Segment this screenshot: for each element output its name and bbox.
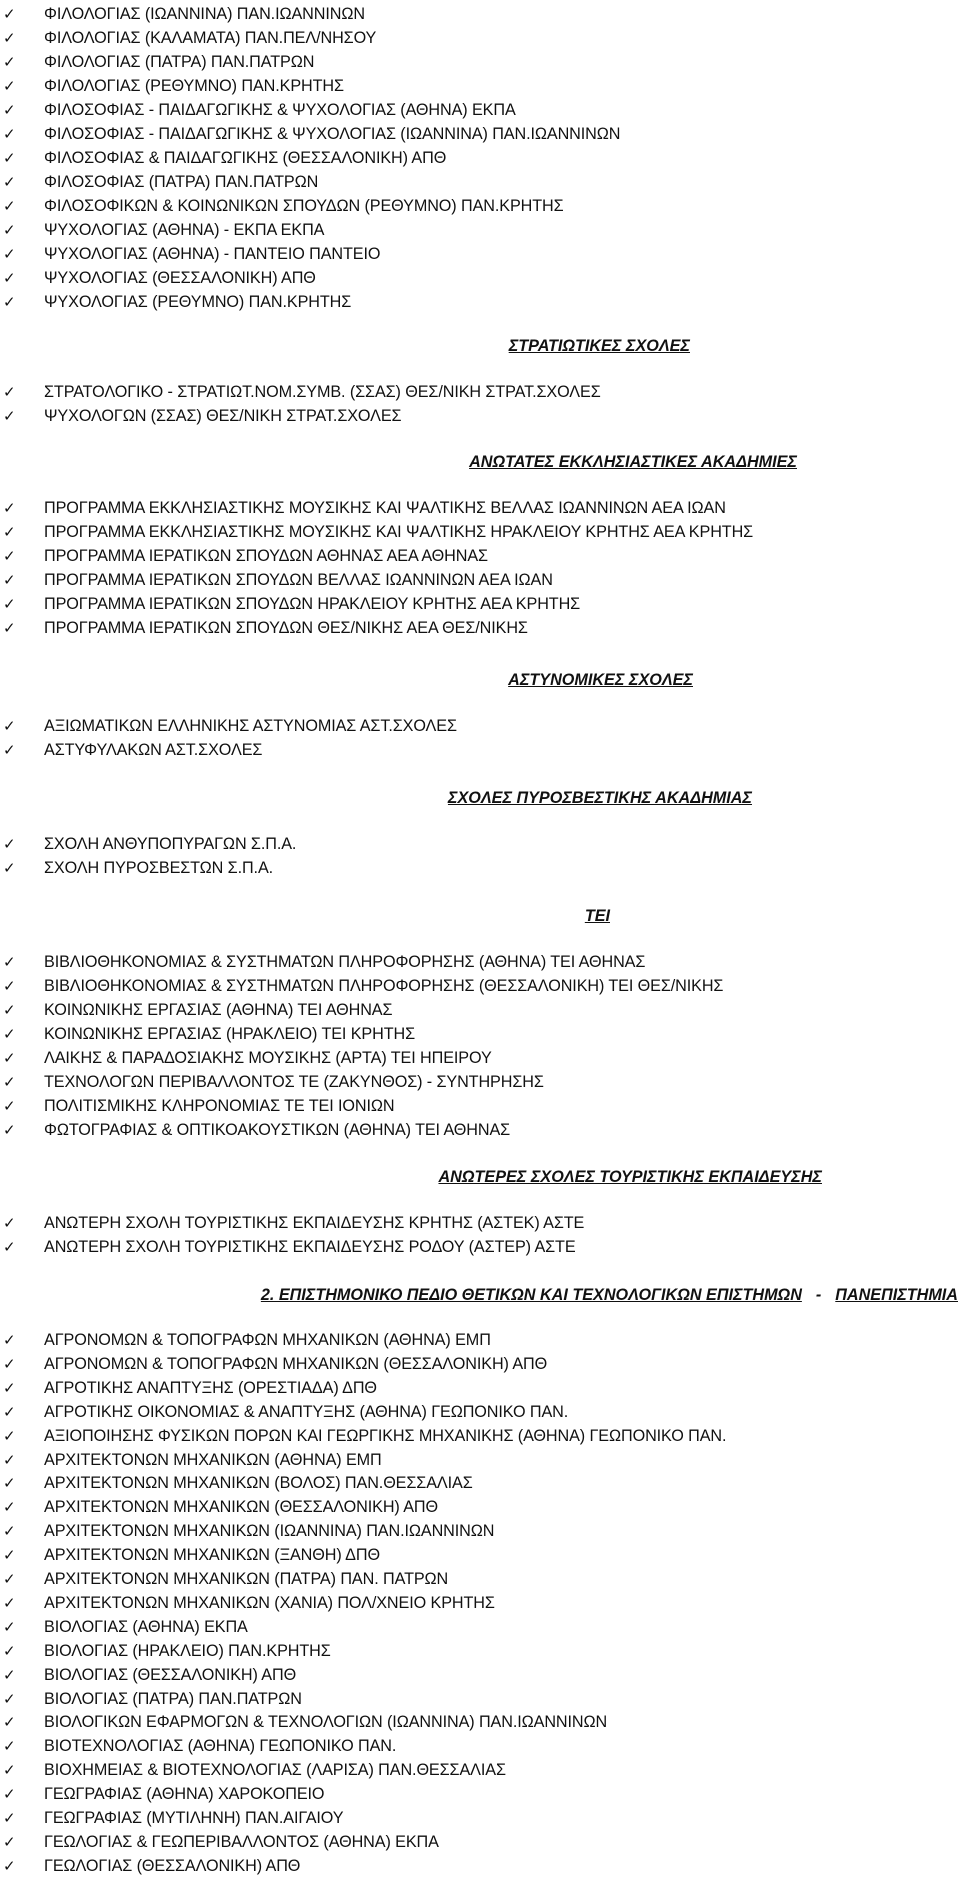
list-item-text: ΑΡΧΙΤΕΚΤΟΝΩΝ ΜΗΧΑΝΙΚΩΝ (ΠΑΤΡΑ) ΠΑΝ. ΠΑΤΡΩΝ: [44, 1570, 449, 1588]
checkmark-icon: ✓: [3, 953, 16, 971]
list-item-text: ΓΕΩΓΡΑΦΙΑΣ (ΑΘΗΝΑ) ΧΑΡΟΚΟΠΕΙΟ: [44, 1785, 325, 1804]
checkmark-icon: ✓: [3, 1665, 16, 1684]
list-item-text: ΓΕΩΓΡΑΦΙΑΣ (ΜΥΤΙΛΗΝΗ) ΠΑΝ.ΑΙΓΑΙΟΥ: [44, 1809, 344, 1827]
list-item-text: ΓΕΩΛΟΓΙΑΣ (ΘΕΣΣΑΛΟΝΙΚΗ) ΑΠΘ: [44, 1856, 301, 1875]
list-item-text: ΑΓΡΟΤΙΚΗΣ ΑΝΑΠΤΥΞΗΣ (ΟΡΕΣΤΙΑΔΑ) ΔΠΘ: [44, 1378, 377, 1397]
checkmark-icon: ✓: [3, 1546, 16, 1565]
list-item-text: ΑΓΡΟΤΙΚΗΣ ΟΙΚΟΝΟΜΙΑΣ & ΑΝΑΠΤΥΞΗΣ (ΑΘΗΝΑ) ΓΕΩΠΟΝΙΚΟ ΠΑΝ.: [44, 1402, 569, 1421]
checkmark-icon: ✓: [3, 101, 16, 119]
checkmark-icon: ✓: [3, 245, 16, 263]
list-item-text: ΑΣΤΥΦΥΛΑΚΩΝ ΑΣΤ.ΣΧΟΛΕΣ: [44, 741, 263, 759]
checkmark-icon: ✓: [3, 1378, 16, 1397]
list-item-text: ΨΥΧΟΛΟΓΙΑΣ (ΘΕΣΣΑΛΟΝΙΚΗ) ΑΠΘ: [44, 269, 316, 287]
list-item-text: ΦΙΛΟΛΟΓΙΑΣ (ΡΕΘΥΜΝΟ) ΠΑΝ.ΚΡΗΤΗΣ: [44, 77, 344, 95]
field-2-separator: -: [815, 1286, 822, 1304]
list-item-text: ΚΟΙΝΩΝΙΚΗΣ ΕΡΓΑΣΙΑΣ (ΗΡΑΚΛΕΙΟ) ΤΕΙ ΚΡΗΤΗΣ: [44, 1025, 415, 1043]
checkmark-icon: ✓: [3, 1761, 16, 1780]
checkmark-icon: ✓: [3, 1593, 16, 1612]
list-item-text: ΦΙΛΟΛΟΓΙΑΣ (ΚΑΛΑΜΑΤΑ) ΠΑΝ.ΠΕΛ/ΝΗΣΟΥ: [44, 29, 377, 47]
checkmark-icon: ✓: [3, 1570, 16, 1588]
checkmark-icon: ✓: [3, 29, 16, 47]
checkmark-icon: ✓: [3, 1498, 16, 1517]
list-item-text: ΑΡΧΙΤΕΚΤΟΝΩΝ ΜΗΧΑΝΙΚΩΝ (ΘΕΣΣΑΛΟΝΙΚΗ) ΑΠΘ: [44, 1498, 438, 1517]
checkmark-icon: ✓: [3, 571, 16, 589]
checkmark-icon: ✓: [3, 173, 16, 191]
checkmark-icon: ✓: [3, 1522, 16, 1541]
checkmark-icon: ✓: [3, 717, 16, 735]
list-item-text: ΣΧΟΛΗ ΠΥΡΟΣΒΕΣΤΩΝ Σ.Π.Α.: [44, 859, 274, 877]
list-item-text: ΠΡΟΓΡΑΜΜΑ ΙΕΡΑΤΙΚΩΝ ΣΠΟΥΔΩΝ ΑΘΗΝΑΣ ΑΕΑ ΑΘΗΝΑΣ: [44, 547, 488, 565]
checkmark-icon: ✓: [3, 977, 16, 995]
list-item-text: ΨΥΧΟΛΟΓΙΑΣ (ΑΘΗΝΑ) - ΠΑΝΤΕΙΟ ΠΑΝΤΕΙΟ: [44, 245, 381, 263]
checkmark-icon: ✓: [3, 1617, 16, 1636]
checkmark-icon: ✓: [3, 1809, 16, 1827]
list-item-text: ΠΡΟΓΡΑΜΜΑ ΙΕΡΑΤΙΚΩΝ ΣΠΟΥΔΩΝ ΒΕΛΛΑΣ ΙΩΑΝΝΙΝΩΝ ΑΕΑ ΙΩΑΝ: [44, 571, 553, 589]
list-item-text: ΨΥΧΟΛΟΓΙΑΣ (ΡΕΘΥΜΝΟ) ΠΑΝ.ΚΡΗΤΗΣ: [44, 293, 352, 311]
list-item-text: ΣΧΟΛΗ ΑΝΘΥΠΟΠΥΡΑΓΩΝ Σ.Π.Α.: [44, 835, 297, 853]
list-item-text: ΑΡΧΙΤΕΚΤΟΝΩΝ ΜΗΧΑΝΙΚΩΝ (ΒΟΛΟΣ) ΠΑΝ.ΘΕΣΣΑΛΙΑΣ: [44, 1474, 473, 1493]
section-heading-police: ΑΣΤΥΝΟΜΙΚΕΣ ΣΧΟΛΕΣ: [508, 671, 693, 689]
checkmark-icon: ✓: [3, 1097, 16, 1115]
list-item-text: ΦΙΛΟΛΟΓΙΑΣ (ΠΑΤΡΑ) ΠΑΝ.ΠΑΤΡΩΝ: [44, 53, 315, 71]
list-item-text: ΓΕΩΛΟΓΙΑΣ & ΓΕΩΠΕΡΙΒΑΛΛΟΝΤΟΣ (ΑΘΗΝΑ) ΕΚΠΑ: [44, 1832, 439, 1851]
list-item-text: ΠΡΟΓΡΑΜΜΑ ΙΕΡΑΤΙΚΩΝ ΣΠΟΥΔΩΝ ΘΕΣ/ΝΙΚΗΣ ΑΕΑ ΘΕΣ/ΝΙΚΗΣ: [44, 619, 528, 637]
checkmark-icon: ✓: [3, 221, 16, 239]
section-heading-field-2: [261, 1282, 958, 1308]
list-item-text: ΦΙΛΟΣΟΦΙΑΣ - ΠΑΙΔΑΓΩΓΙΚΗΣ & ΨΥΧΟΛΟΓΙΑΣ (ΑΘΗΝΑ) ΕΚΠΑ: [44, 101, 516, 119]
checkmark-icon: ✓: [3, 197, 16, 215]
section-heading-tourism: ΑΝΩΤΕΡΕΣ ΣΧΟΛΕΣ ΤΟΥΡΙΣΤΙΚΗΣ ΕΚΠΑΙΔΕΥΣΗΣ: [438, 1168, 822, 1186]
list-item-text: ΚΟΙΝΩΝΙΚΗΣ ΕΡΓΑΣΙΑΣ (ΑΘΗΝΑ) ΤΕΙ ΑΘΗΝΑΣ: [44, 1001, 393, 1019]
field-2-subtitle: ΠΑΝΕΠΙΣΤΗΜΙΑ: [835, 1286, 958, 1304]
checkmark-icon: ✓: [3, 125, 16, 143]
list-item-text: ΒΙΟΛΟΓΙΑΣ (ΠΑΤΡΑ) ΠΑΝ.ΠΑΤΡΩΝ: [44, 1689, 302, 1708]
list-item-text: ΑΡΧΙΤΕΚΤΟΝΩΝ ΜΗΧΑΝΙΚΩΝ (ΞΑΝΘΗ) ΔΠΘ: [44, 1546, 380, 1565]
checkmark-icon: ✓: [3, 1354, 16, 1373]
list-item-text: ΦΙΛΟΣΟΦΙΑΣ - ΠΑΙΔΑΓΩΓΙΚΗΣ & ΨΥΧΟΛΟΓΙΑΣ (ΙΩΑΝΝΙΝΑ) ΠΑΝ.ΙΩΑΝΝΙΝΩΝ: [44, 125, 621, 143]
checkmark-icon: ✓: [3, 1025, 16, 1043]
list-item-text: ΦΙΛΟΛΟΓΙΑΣ (ΙΩΑΝΝΙΝΑ) ΠΑΝ.ΙΩΑΝΝΙΝΩΝ: [44, 5, 365, 23]
list-item-text: ΒΙΟΛΟΓΙΚΩΝ ΕΦΑΡΜΟΓΩΝ & ΤΕΧΝΟΛΟΓΙΩΝ (ΙΩΑΝΝΙΝΑ) ΠΑΝ.ΙΩΑΝΝΙΝΩΝ: [44, 1713, 608, 1732]
list-item-text: ΒΙΒΛΙΟΘΗΚΟΝΟΜΙΑΣ & ΣΥΣΤΗΜΑΤΩΝ ΠΛΗΡΟΦΟΡΗΣΗΣ (ΑΘΗΝΑ) ΤΕΙ ΑΘΗΝΑΣ: [44, 953, 646, 971]
checkmark-icon: ✓: [3, 1474, 16, 1493]
checkmark-icon: ✓: [3, 835, 16, 853]
checkmark-icon: ✓: [3, 383, 16, 401]
checkmark-icon: ✓: [3, 1426, 16, 1445]
checkmark-icon: ✓: [3, 149, 16, 167]
checkmark-icon: ✓: [3, 1450, 16, 1469]
section-heading-ecclesiastical: ΑΝΩΤΑΤΕΣ ΕΚΚΛΗΣΙΑΣΤΙΚΕΣ ΑΚΑΔΗΜΙΕΣ: [469, 453, 797, 471]
section-heading-tei: ΤΕΙ: [584, 907, 610, 925]
list-item-text: ΑΞΙΟΠΟΙΗΣΗΣ ΦΥΣΙΚΩΝ ΠΟΡΩΝ ΚΑΙ ΓΕΩΡΓΙΚΗΣ ΜΗΧΑΝΙΚΗΣ (ΑΘΗΝΑ) ΓΕΩΠΟΝΙΚΟ ΠΑΝ.: [44, 1426, 727, 1445]
list-item-text: ΒΙΟΧΗΜΕΙΑΣ & ΒΙΟΤΕΧΝΟΛΟΓΙΑΣ (ΛΑΡΙΣΑ) ΠΑΝ.ΘΕΣΣΑΛΙΑΣ: [44, 1761, 506, 1780]
checkmark-icon: ✓: [3, 1713, 16, 1732]
checkmark-icon: ✓: [3, 1785, 16, 1804]
checkmark-icon: ✓: [3, 619, 16, 637]
list-item-text: ΤΕΧΝΟΛΟΓΩΝ ΠΕΡΙΒΑΛΛΟΝΤΟΣ ΤΕ (ΖΑΚΥΝΘΟΣ) - ΣΥΝΤΗΡΗΣΗΣ: [44, 1073, 544, 1091]
checkmark-icon: ✓: [3, 1049, 16, 1067]
list-item-text: ΑΡΧΙΤΕΚΤΟΝΩΝ ΜΗΧΑΝΙΚΩΝ (ΑΘΗΝΑ) ΕΜΠ: [44, 1450, 382, 1469]
checkmark-icon: ✓: [3, 407, 16, 425]
checkmark-icon: ✓: [3, 53, 16, 71]
list-item-text: ΒΙΟΛΟΓΙΑΣ (ΗΡΑΚΛΕΙΟ) ΠΑΝ.ΚΡΗΤΗΣ: [44, 1641, 331, 1660]
list-item-text: ΒΙΒΛΙΟΘΗΚΟΝΟΜΙΑΣ & ΣΥΣΤΗΜΑΤΩΝ ΠΛΗΡΟΦΟΡΗΣΗΣ (ΘΕΣΣΑΛΟΝΙΚΗ) ΤΕΙ ΘΕΣ/ΝΙΚΗΣ: [44, 977, 724, 995]
checkmark-icon: ✓: [3, 1641, 16, 1660]
checkmark-icon: ✓: [3, 741, 16, 759]
checkmark-icon: ✓: [3, 1689, 16, 1708]
list-item-text: ΦΙΛΟΣΟΦΙΑΣ & ΠΑΙΔΑΓΩΓΙΚΗΣ (ΘΕΣΣΑΛΟΝΙΚΗ) ΑΠΘ: [44, 149, 447, 167]
checkmark-icon: ✓: [3, 595, 16, 613]
list-item-text: ΦΙΛΟΣΟΦΙΚΩΝ & ΚΟΙΝΩΝΙΚΩΝ ΣΠΟΥΔΩΝ (ΡΕΘΥΜΝΟ) ΠΑΝ.ΚΡΗΤΗΣ: [44, 197, 564, 215]
section-heading-military: ΣΤΡΑΤΙΩΤΙΚΕΣ ΣΧΟΛΕΣ: [508, 337, 690, 355]
checkmark-icon: ✓: [3, 293, 16, 311]
checkmark-icon: ✓: [3, 5, 16, 23]
checkmark-icon: ✓: [3, 499, 16, 517]
list-item-text: ΠΡΟΓΡΑΜΜΑ ΙΕΡΑΤΙΚΩΝ ΣΠΟΥΔΩΝ ΗΡΑΚΛΕΙΟΥ ΚΡΗΤΗΣ ΑΕΑ ΚΡΗΤΗΣ: [44, 595, 581, 613]
list-item-text: ΑΡΧΙΤΕΚΤΟΝΩΝ ΜΗΧΑΝΙΚΩΝ (ΙΩΑΝΝΙΝΑ) ΠΑΝ.ΙΩΑΝΝΙΝΩΝ: [44, 1522, 495, 1541]
checkmark-icon: ✓: [3, 547, 16, 565]
checkmark-icon: ✓: [3, 1214, 16, 1232]
list-item-text: ΑΞΙΩΜΑΤΙΚΩΝ ΕΛΛΗΝΙΚΗΣ ΑΣΤΥΝΟΜΙΑΣ ΑΣΤ.ΣΧΟΛΕΣ: [44, 717, 457, 735]
checkmark-icon: ✓: [3, 1073, 16, 1091]
checkmark-icon: ✓: [3, 1856, 16, 1875]
list-item-text: ΨΥΧΟΛΟΓΩΝ (ΣΣΑΣ) ΘΕΣ/ΝΙΚΗ ΣΤΡΑΤ.ΣΧΟΛΕΣ: [44, 407, 402, 425]
checkmark-icon: ✓: [3, 77, 16, 95]
checkmark-icon: ✓: [3, 269, 16, 287]
checkmark-icon: ✓: [3, 1238, 16, 1256]
list-item-text: ΒΙΟΤΕΧΝΟΛΟΓΙΑΣ (ΑΘΗΝΑ) ΓΕΩΠΟΝΙΚΟ ΠΑΝ.: [44, 1737, 397, 1756]
checkmark-icon: ✓: [3, 1001, 16, 1019]
list-item-text: ΑΓΡΟΝΟΜΩΝ & ΤΟΠΟΓΡΑΦΩΝ ΜΗΧΑΝΙΚΩΝ (ΑΘΗΝΑ) ΕΜΠ: [44, 1331, 491, 1349]
list-item-text: ΛΑΙΚΗΣ & ΠΑΡΑΔΟΣΙΑΚΗΣ ΜΟΥΣΙΚΗΣ (ΑΡΤΑ) ΤΕΙ ΗΠΕΙΡΟΥ: [44, 1049, 492, 1067]
list-item-text: ΑΡΧΙΤΕΚΤΟΝΩΝ ΜΗΧΑΝΙΚΩΝ (ΧΑΝΙΑ) ΠΟΛ/ΧΝΕΙΟ ΚΡΗΤΗΣ: [44, 1593, 495, 1612]
field-2-title: 2. ΕΠΙΣΤΗΜΟΝΙΚΟ ΠΕΔΙΟ ΘΕΤΙΚΩΝ ΚΑΙ ΤΕΧΝΟΛΟΓΙΚΩΝ ΕΠΙΣΤΗΜΩΝ: [260, 1286, 802, 1304]
checkmark-icon: ✓: [3, 523, 16, 541]
list-item-text: ΠΡΟΓΡΑΜΜΑ ΕΚΚΛΗΣΙΑΣΤΙΚΗΣ ΜΟΥΣΙΚΗΣ ΚΑΙ ΨΑΛΤΙΚΗΣ ΒΕΛΛΑΣ ΙΩΑΝΝΙΝΩΝ ΑΕΑ ΙΩΑΝ: [44, 499, 726, 517]
list-item-text: ΠΡΟΓΡΑΜΜΑ ΕΚΚΛΗΣΙΑΣΤΙΚΗΣ ΜΟΥΣΙΚΗΣ ΚΑΙ ΨΑΛΤΙΚΗΣ ΗΡΑΚΛΕΙΟΥ ΚΡΗΤΗΣ ΑΕΑ ΚΡΗΤΗΣ: [44, 523, 754, 541]
list-item-text: ΨΥΧΟΛΟΓΙΑΣ (ΑΘΗΝΑ) - ΕΚΠΑ ΕΚΠΑ: [44, 221, 325, 239]
list-item-text: ΒΙΟΛΟΓΙΑΣ (ΘΕΣΣΑΛΟΝΙΚΗ) ΑΠΘ: [44, 1665, 297, 1684]
list-item-text: ΑΝΩΤΕΡΗ ΣΧΟΛΗ ΤΟΥΡΙΣΤΙΚΗΣ ΕΚΠΑΙΔΕΥΣΗΣ ΡΟΔΟΥ (ΑΣΤΕΡ) ΑΣΤΕ: [44, 1238, 576, 1256]
list-item-text: ΑΝΩΤΕΡΗ ΣΧΟΛΗ ΤΟΥΡΙΣΤΙΚΗΣ ΕΚΠΑΙΔΕΥΣΗΣ ΚΡΗΤΗΣ (ΑΣΤΕΚ) ΑΣΤΕ: [44, 1214, 585, 1232]
checkmark-icon: ✓: [3, 859, 16, 877]
list-item-text: ΠΟΛΙΤΙΣΜΙΚΗΣ ΚΛΗΡΟΝΟΜΙΑΣ ΤΕ ΤΕΙ ΙΟΝΙΩΝ: [44, 1097, 395, 1115]
checkmark-icon: ✓: [3, 1121, 16, 1139]
checkmark-icon: ✓: [3, 1832, 16, 1851]
list-item-text: ΑΓΡΟΝΟΜΩΝ & ΤΟΠΟΓΡΑΦΩΝ ΜΗΧΑΝΙΚΩΝ (ΘΕΣΣΑΛΟΝΙΚΗ) ΑΠΘ: [44, 1354, 548, 1373]
checkmark-icon: ✓: [3, 1402, 16, 1421]
list-item-text: ΦΩΤΟΓΡΑΦΙΑΣ & ΟΠΤΙΚΟΑΚΟΥΣΤΙΚΩΝ (ΑΘΗΝΑ) ΤΕΙ ΑΘΗΝΑΣ: [44, 1121, 511, 1139]
checkmark-icon: ✓: [3, 1737, 16, 1756]
list-item-text: ΒΙΟΛΟΓΙΑΣ (ΑΘΗΝΑ) ΕΚΠΑ: [44, 1617, 248, 1636]
section-heading-fire: ΣΧΟΛΕΣ ΠΥΡΟΣΒΕΣΤΙΚΗΣ ΑΚΑΔΗΜΙΑΣ: [447, 789, 752, 807]
list-item-text: ΣΤΡΑΤΟΛΟΓΙΚΟ - ΣΤΡΑΤΙΩΤ.ΝΟΜ.ΣΥΜΒ. (ΣΣΑΣ) ΘΕΣ/ΝΙΚΗ ΣΤΡΑΤ.ΣΧΟΛΕΣ: [44, 383, 601, 401]
checkmark-icon: ✓: [3, 1331, 16, 1349]
list-item-text: ΦΙΛΟΣΟΦΙΑΣ (ΠΑΤΡΑ) ΠΑΝ.ΠΑΤΡΩΝ: [44, 173, 319, 191]
